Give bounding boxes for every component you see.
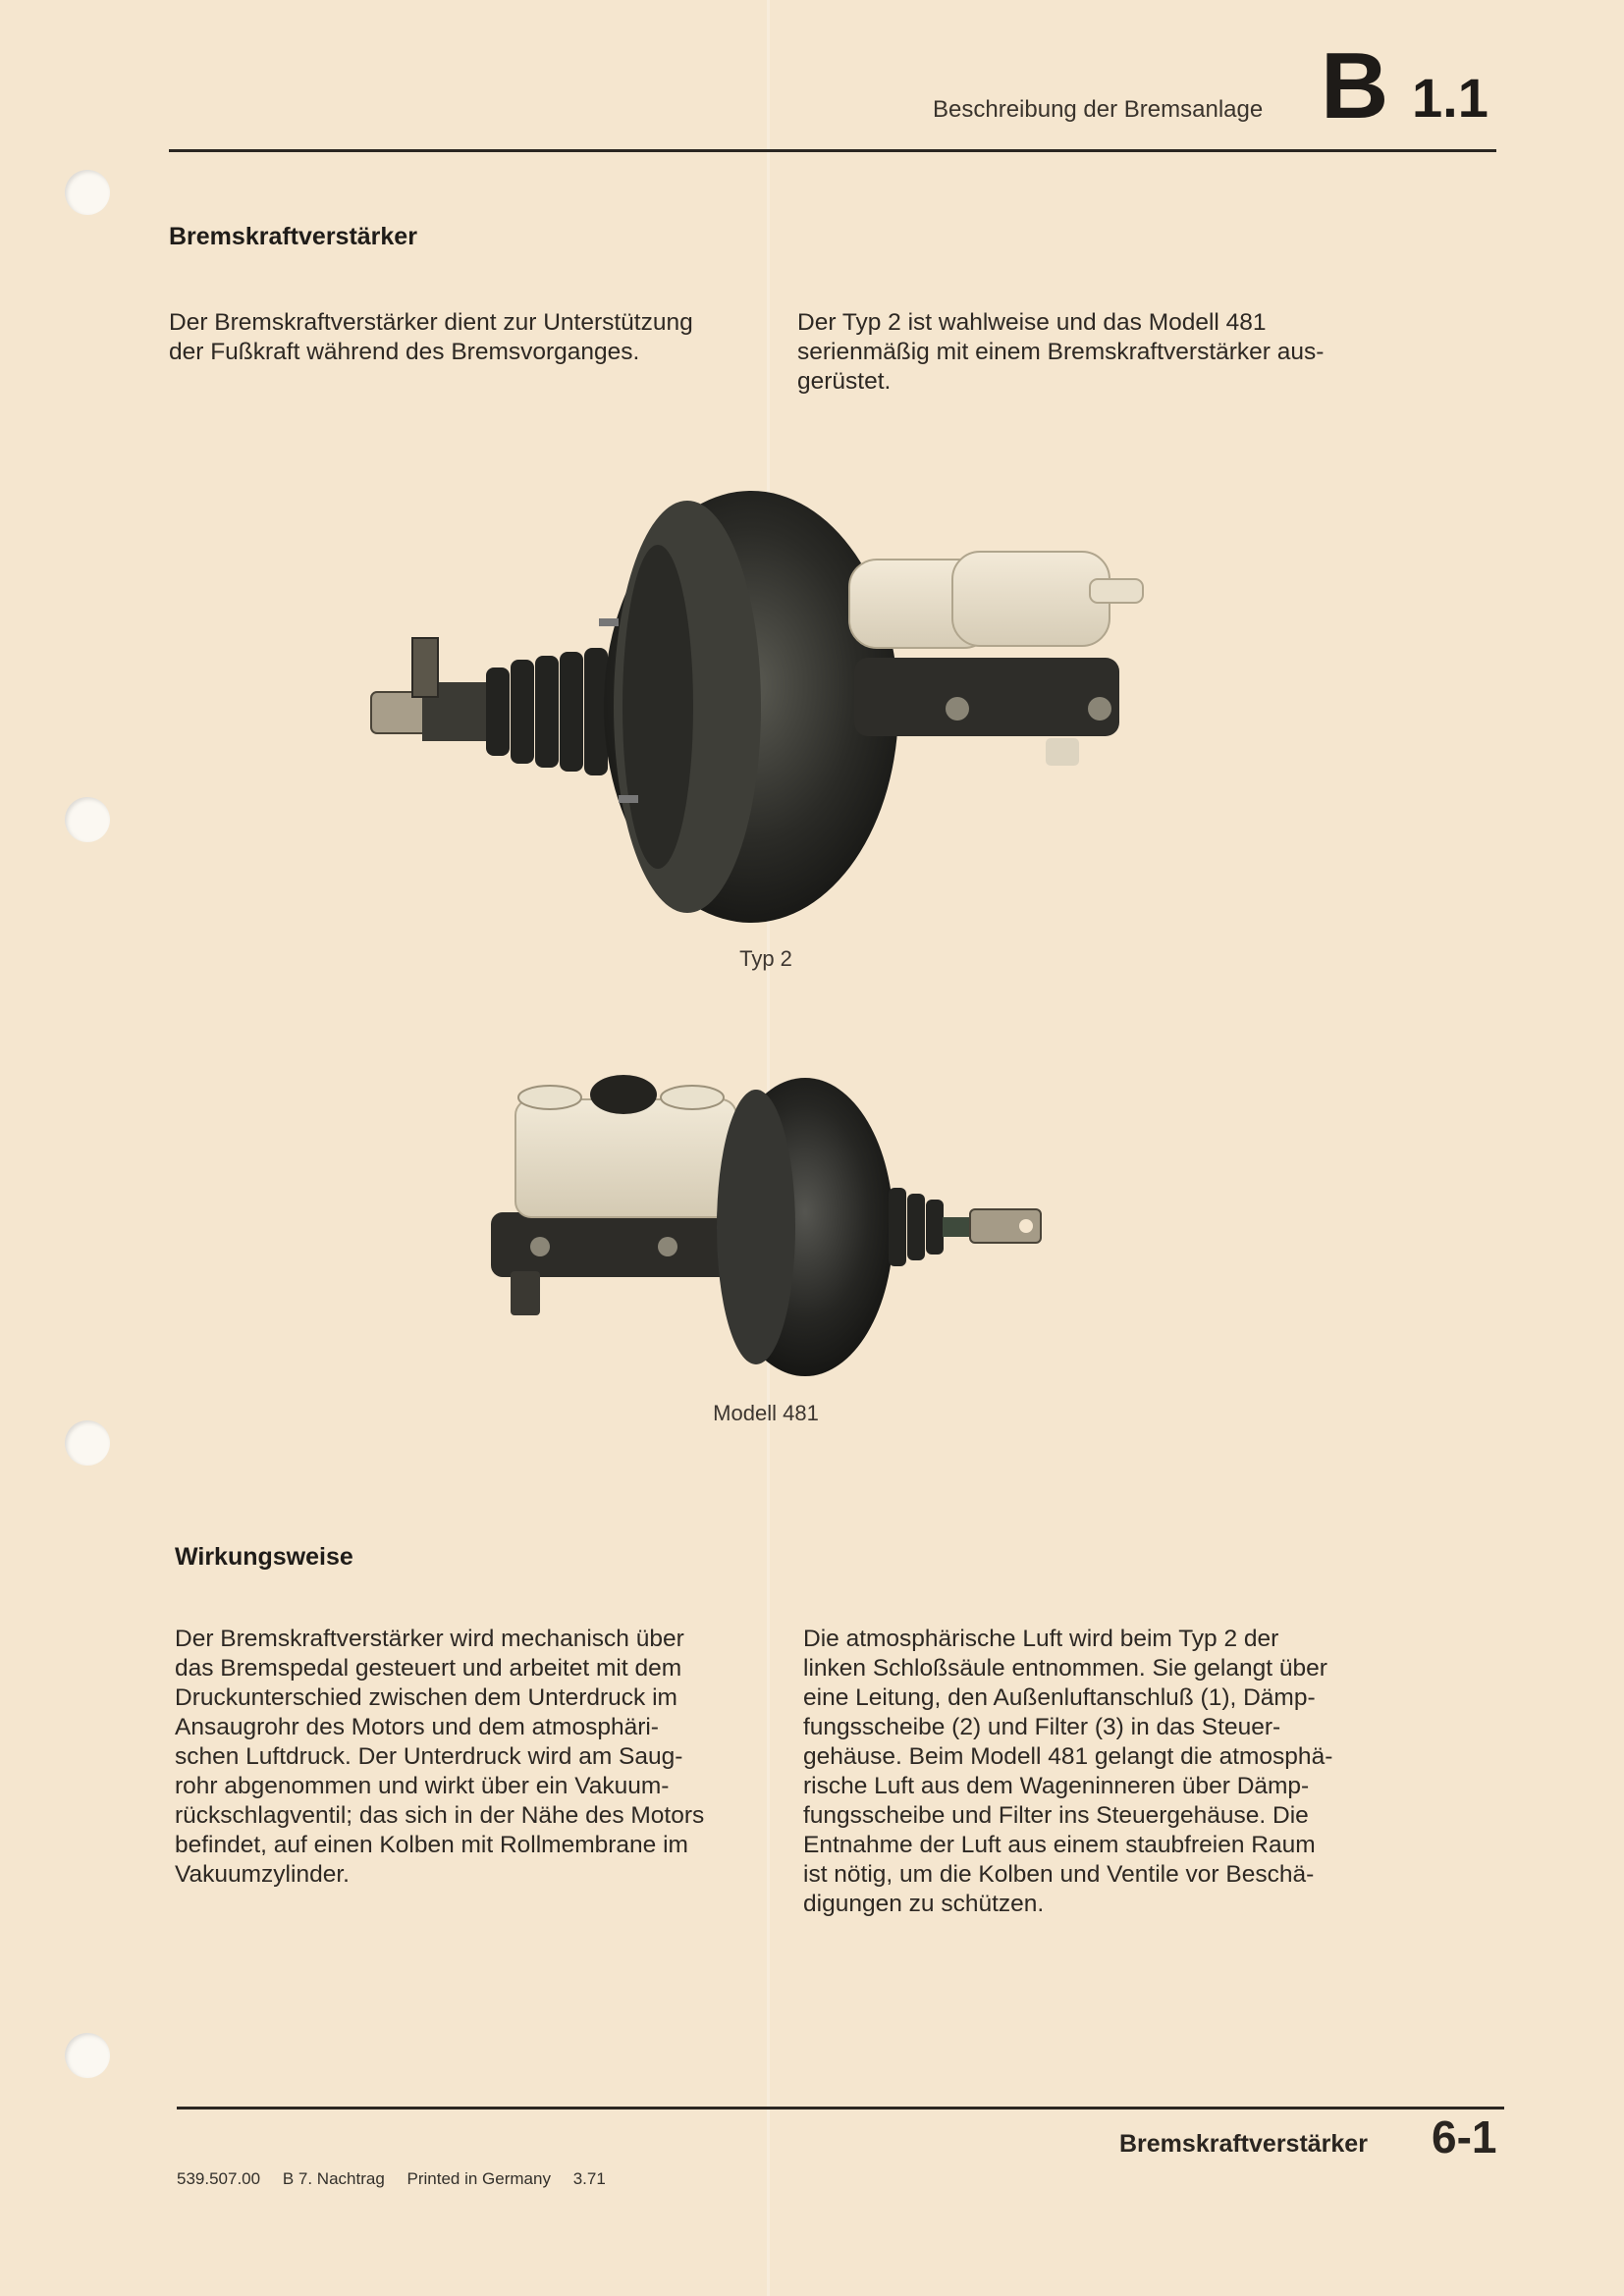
text-line: linken Schloßsäule entnommen. Sie gelangt über xyxy=(803,1655,1327,1682)
figure-caption-typ2: Typ 2 xyxy=(739,946,792,971)
figure-caption-modell481: Modell 481 xyxy=(713,1401,819,1425)
page-number: 6-1 xyxy=(1432,2111,1497,2163)
footer-title: Bremskraftverstärker xyxy=(1119,2130,1368,2158)
section1-left-text xyxy=(169,308,738,367)
text-line: schen Luftdruck. Der Unterdruck wird am Saug- xyxy=(175,1743,683,1770)
text-line: Vakuumzylinder. xyxy=(175,1861,350,1888)
section-heading-wirkungsweise: Wirkungsweise xyxy=(175,1543,353,1571)
text-line: rückschlagventil; das sich in der Nähe des Motors xyxy=(175,1802,705,1829)
text-line: eine Leitung, den Außenluftanschluß (1), Dämp- xyxy=(803,1684,1316,1711)
text-line: Die atmosphärische Luft wird beim Typ 2 der xyxy=(803,1626,1279,1652)
text-line: fungsscheibe und Filter ins Steuergehäuse. Die xyxy=(803,1802,1309,1829)
section1-right-text xyxy=(797,308,1353,397)
section-letter: B xyxy=(1321,33,1389,138)
header-title: Beschreibung der Bremsanlage xyxy=(933,96,1264,123)
punch-hole xyxy=(65,170,110,215)
text-line: Entnahme der Luft aus einem staubfreien Raum xyxy=(803,1832,1316,1858)
section2-left-text xyxy=(175,1625,736,1890)
text-line: das Bremspedal gesteuert und arbeitet mit dem xyxy=(175,1655,682,1682)
text-line: Druckunterschied zwischen dem Unterdruck im xyxy=(175,1684,677,1711)
figure-brake-booster-modell481 xyxy=(481,1060,1070,1384)
text-line: Der Typ 2 ist wahlweise und das Modell 481 xyxy=(797,309,1267,336)
text-line: digungen zu schützen. xyxy=(803,1891,1045,1917)
text-line: rische Luft aus dem Wageninneren über Dämp- xyxy=(803,1773,1310,1799)
text-line: rohr abgenommen und wirkt über ein Vakuum- xyxy=(175,1773,670,1799)
part-number: 539.507.00 xyxy=(177,2169,261,2188)
supplement: B 7. Nachtrag xyxy=(282,2169,385,2188)
text-line: serienmäßig mit einem Bremskraftverstärker aus- xyxy=(797,339,1325,365)
text-line: gerüstet. xyxy=(797,368,892,395)
punch-hole xyxy=(65,797,110,842)
section-number: 1.1 xyxy=(1412,67,1489,129)
text-line: fungsscheibe (2) und Filter (3) in das Steuer- xyxy=(803,1714,1281,1740)
punch-hole xyxy=(65,1420,110,1466)
print-date: 3.71 xyxy=(572,2169,606,2188)
section2-right-text xyxy=(803,1625,1365,1919)
section-heading-bremskraftverstaerker: Bremskraftverstärker xyxy=(169,223,417,250)
text-line: ist nötig, um die Kolben und Ventile vor Beschä- xyxy=(803,1861,1315,1888)
text-line: befindet, auf einen Kolben mit Rollmembrane im xyxy=(175,1832,688,1858)
header-rule xyxy=(169,149,1496,152)
text-line: Der Bremskraftverstärker wird mechanisch über xyxy=(175,1626,684,1652)
text-line: Ansaugrohr des Motors und dem atmosphäri- xyxy=(175,1714,659,1740)
footer-rule xyxy=(177,2107,1504,2109)
text-line: gehäuse. Beim Modell 481 gelangt die atmosphä- xyxy=(803,1743,1333,1770)
text-line: Der Bremskraftverstärker dient zur Unterstützung xyxy=(169,309,693,336)
footer-meta xyxy=(177,2169,623,2189)
punch-hole xyxy=(65,2033,110,2078)
printed-in: Printed in Germany xyxy=(406,2169,551,2188)
text-line: der Fußkraft während des Bremsvorganges. xyxy=(169,339,640,365)
figure-brake-booster-typ2 xyxy=(363,481,1149,933)
